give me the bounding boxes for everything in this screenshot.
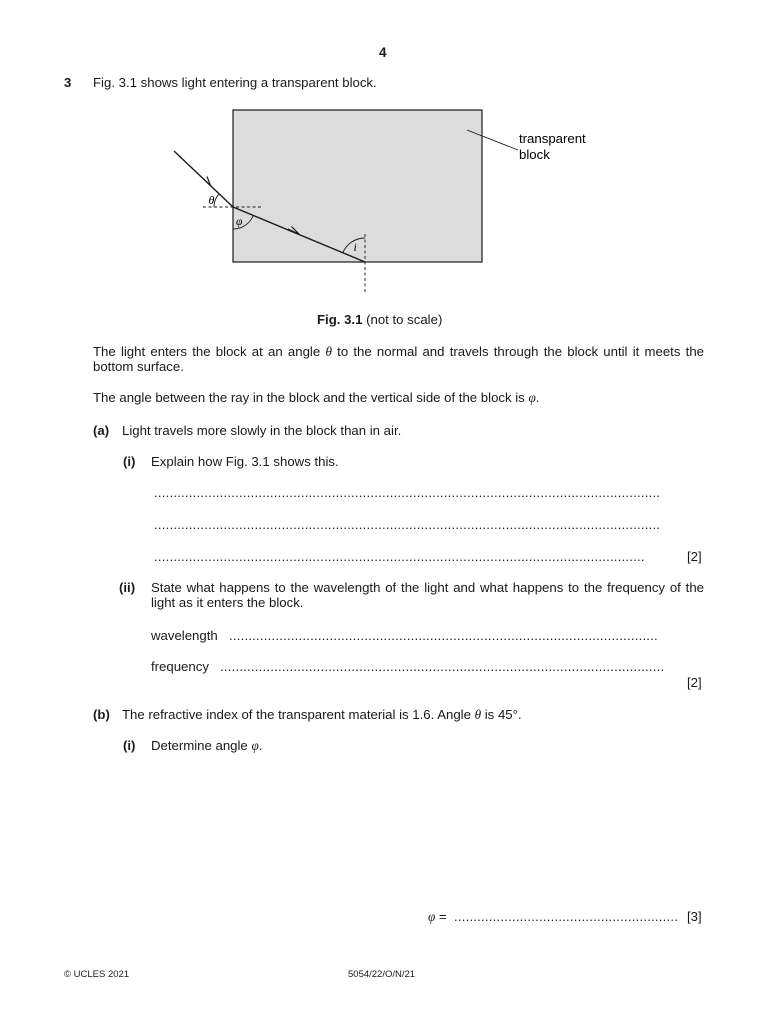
wavelength-answer-line[interactable]: ............................................................................................................... <box>229 628 658 643</box>
part-b-i-label: (i) <box>123 738 136 753</box>
para1-theta: θ <box>325 344 332 359</box>
phi-answer-symbol: φ <box>428 909 436 924</box>
caption-figure-number: Fig. 3.1 <box>317 312 363 327</box>
figure-caption <box>317 312 442 327</box>
caption-note: (not to scale) <box>366 312 443 327</box>
para2-text-a: The angle between the ray in the block and the vertical side of the block is <box>93 390 525 405</box>
part-b-label: (b) <box>93 707 110 722</box>
paragraph-1 <box>93 344 704 374</box>
part-b-text <box>122 707 522 723</box>
phi-label: φ <box>236 216 243 228</box>
para1-text-a: The light enters the block at an angle <box>93 344 321 359</box>
part-a-label: (a) <box>93 423 110 438</box>
theta-label: θ <box>208 193 215 207</box>
wavelength-label: wavelength <box>151 628 218 643</box>
answer-line-a-i-2[interactable]: ................................................................................................................................... <box>154 517 661 532</box>
part-a-i-label: (i) <box>123 454 136 469</box>
theta-arc <box>214 194 220 208</box>
part-a-ii-label: (ii) <box>119 580 136 595</box>
para1-text-b: to the normal and travels through the block until it meets the bottom surface. <box>93 344 704 374</box>
page-number: 4 <box>379 45 387 60</box>
answer-line-a-i-1[interactable]: ................................................................................................................................... <box>154 485 661 500</box>
marks-a-ii: [2] <box>687 675 702 690</box>
phi-answer-prompt <box>428 909 450 925</box>
block-label-line2: block <box>519 147 550 162</box>
figure-3-1 <box>0 0 768 310</box>
part-b-text-a: The refractive index of the transparent material is 1.6. Angle <box>122 707 471 722</box>
part-a-i-text: Explain how Fig. 3.1 shows this. <box>151 454 339 469</box>
phi-answer-line[interactable]: .......................................................... <box>454 909 679 924</box>
marks-b-i: [3] <box>687 909 702 924</box>
para2-text-b: . <box>535 390 540 405</box>
paragraph-2 <box>93 390 539 406</box>
footer-copyright: © UCLES 2021 <box>64 969 130 980</box>
question-intro: Fig. 3.1 shows light entering a transparent block. <box>93 75 377 90</box>
footer-paper-code: 5054/22/O/N/21 <box>348 969 416 980</box>
frequency-answer-line[interactable]: ................................................................................................................... <box>220 659 665 674</box>
part-b-i-text-b: . <box>258 738 263 753</box>
part-a-ii-text: State what happens to the wavelength of the light and what happens to the frequency of the light as it enters the block. <box>151 580 704 610</box>
part-a-text: Light travels more slowly in the block than in air. <box>122 423 402 438</box>
phi-answer-equals: = <box>435 909 451 924</box>
frequency-label: frequency <box>151 659 209 674</box>
incident-ray-arrow <box>202 177 211 186</box>
marks-a-i: [2] <box>687 549 702 564</box>
block-label-line1: transparent <box>519 131 586 146</box>
answer-line-a-i-3[interactable]: ............................................................................................................................... <box>154 549 645 564</box>
part-b-i-text-a: Determine angle <box>151 738 248 753</box>
para2-phi: φ <box>528 390 536 405</box>
question-number: 3 <box>64 75 72 90</box>
part-b-i-text <box>151 738 262 754</box>
part-b-theta: θ <box>474 707 482 722</box>
i-label: i <box>353 240 357 254</box>
part-b-i-phi: φ <box>251 738 259 753</box>
part-b-text-b: is 45°. <box>484 707 522 722</box>
